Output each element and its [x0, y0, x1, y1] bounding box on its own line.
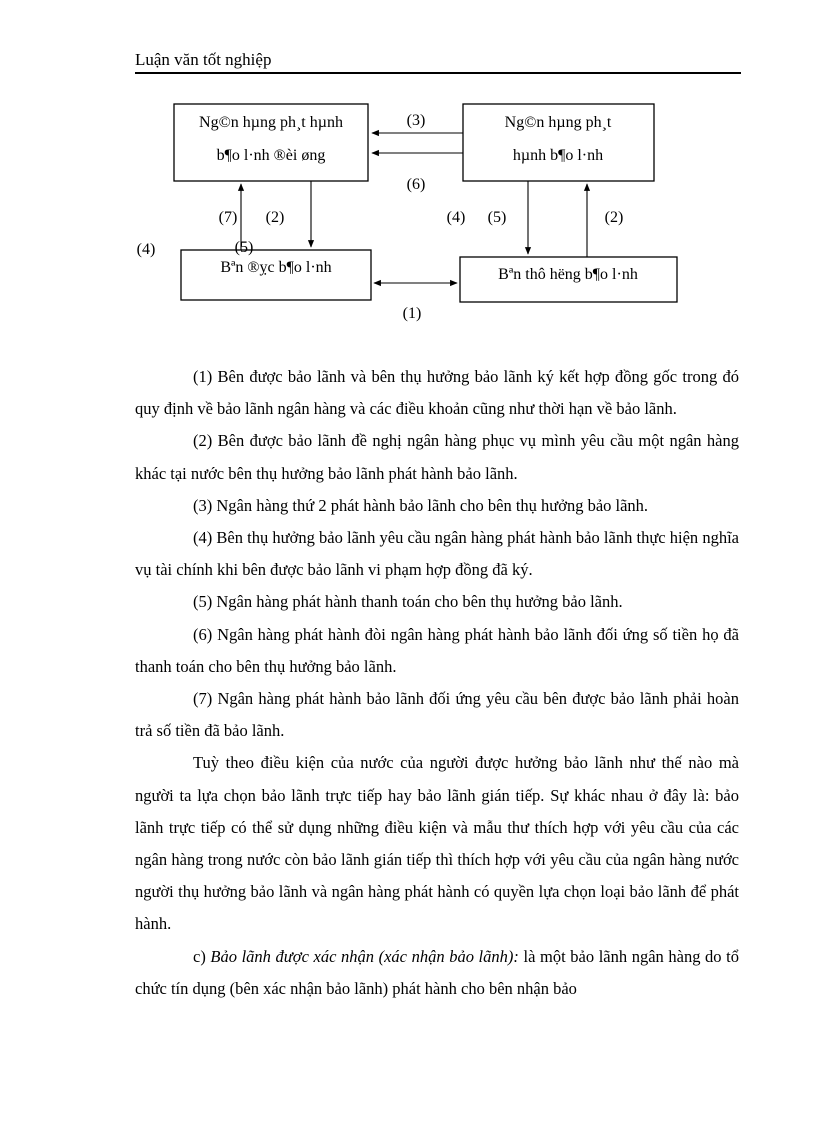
label-5-mid: (5)	[487, 209, 507, 226]
box-counter-guarantor-line1: Ng©n hµng ph¸t hµnh	[199, 114, 343, 131]
label-6: (6)	[406, 176, 426, 193]
section-c-prefix: c)	[193, 946, 211, 966]
label-2-right: (2)	[604, 209, 624, 226]
section-c-text: là một bảo lãnh ngân hàng do tổ chức tín dụng (bên xác nhận bảo lãnh) phát hành cho bên nhận bảo	[135, 946, 739, 998]
label-4-mid: (4)	[446, 209, 466, 226]
section-c-heading: Bảo lãnh được xác nhận (xác nhận bảo lãnh):	[210, 946, 519, 966]
paragraph: (2) Bên được bảo lãnh đề nghị ngân hàng phục vụ mình yêu cầu một ngân hàng khác tại nước bên thụ hưởng bảo lãnh phát hành bảo lãnh.	[135, 431, 739, 483]
label-5-left: (5)	[234, 239, 254, 256]
label-2-left: (2)	[265, 209, 285, 226]
label-7: (7)	[218, 209, 238, 226]
page-header-title: Luận văn tốt nghiệp	[135, 50, 272, 69]
paragraph-section-c	[135, 941, 739, 1005]
paragraph: Tuỳ theo điều kiện của nước của người được hưởng bảo lãnh như thế nào mà người ta lựa chọn bảo lãnh trực tiếp hay bảo lãnh gián tiếp. Sự khác nhau ở đây là: bảo lãnh trực tiếp có thể sử dụng những điều kiện và mẫu thư thích hợp với yêu cầu của các ngân hàng trong nước còn bảo lãnh gián tiếp thì thích hợp với yêu cầu của ngân hàng nước người thụ hưởng bảo lãnh và ngân hàng phát hành có quyền lựa chọn loại bảo lãnh để phát hành.	[135, 753, 739, 934]
label-4-left: (4)	[136, 241, 156, 258]
label-3: (3)	[406, 112, 426, 129]
box-beneficiary-label: Bªn thô hëng b¶o l·nh	[498, 266, 638, 283]
label-1: (1)	[402, 305, 422, 322]
box-issuing-bank-line2: hµnh b¶o l·nh	[512, 147, 604, 164]
paragraph: (4) Bên thụ hưởng bảo lãnh yêu cầu ngân hàng phát hành bảo lãnh thực hiện nghĩa vụ tài chính khi bên được bảo lãnh vi phạm hợp đồng đã ký.	[135, 528, 739, 580]
box-issuing-bank-line1: Ng©n hµng ph¸t	[504, 114, 612, 131]
guarantee-flow-diagram	[0, 0, 816, 340]
body-text	[135, 361, 739, 1005]
box-counter-guarantor-line2: b¶o l·nh ®èi øng	[216, 147, 326, 164]
box-principal-label: Bªn ®ỵc b¶o l·nh	[220, 259, 332, 276]
paragraph: (5) Ngân hàng phát hành thanh toán cho bên thụ hưởng bảo lãnh.	[193, 592, 623, 612]
paragraph: (1) Bên được bảo lãnh và bên thụ hưởng bảo lãnh ký kết hợp đồng gốc trong đó quy định về bảo lãnh ngân hàng và các điều khoản cũng như thời hạn về bảo lãnh.	[135, 367, 739, 419]
paragraph: (3) Ngân hàng thứ 2 phát hành bảo lãnh cho bên thụ hưởng bảo lãnh.	[193, 495, 649, 515]
paragraph: (6) Ngân hàng phát hành đòi ngân hàng phát hành bảo lãnh đối ứng số tiền họ đã thanh toán cho bên thụ hưởng bảo lãnh.	[135, 624, 739, 676]
paragraph: (7) Ngân hàng phát hành bảo lãnh đối ứng yêu cầu bên được bảo lãnh phải hoàn trả số tiền đã bảo lãnh.	[135, 689, 739, 741]
